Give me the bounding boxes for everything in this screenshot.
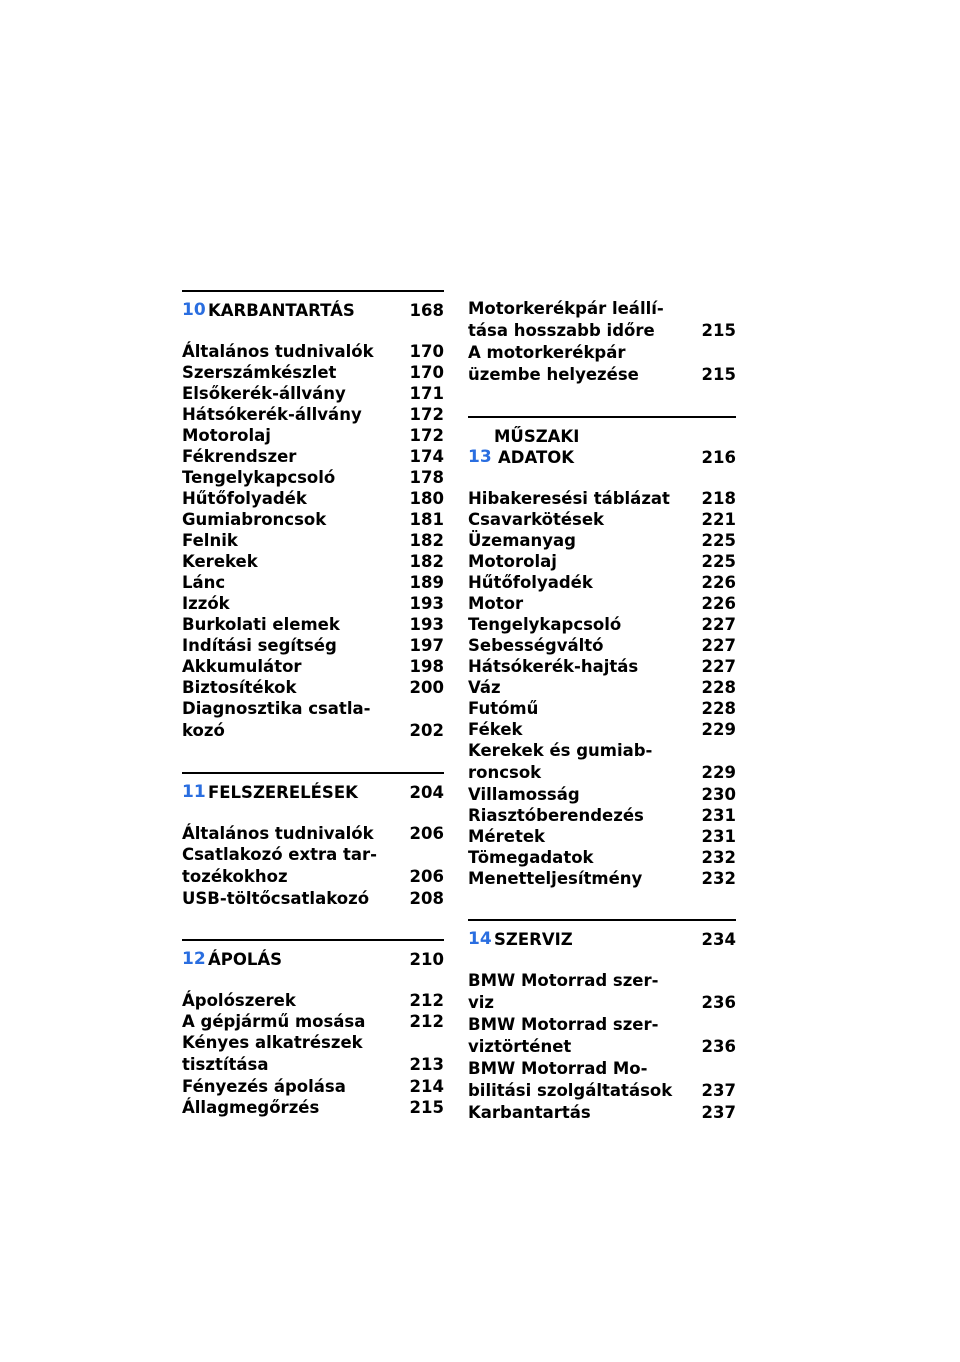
chapter-title-line: FELSZERELÉSEK bbox=[208, 783, 358, 802]
toc-entry-page: 231 bbox=[701, 827, 736, 846]
chapter-title-line: ADATOK bbox=[498, 448, 575, 467]
toc-entry-page: 237 bbox=[701, 1103, 736, 1122]
toc-entry-title-line: Kerekek bbox=[182, 552, 258, 571]
toc-entry-page: 193 bbox=[409, 594, 444, 613]
toc-entry bbox=[182, 698, 444, 742]
toc-entry-page: 228 bbox=[701, 699, 736, 718]
toc-entry-page: 212 bbox=[409, 991, 444, 1010]
toc-entry-title-line: kozó bbox=[182, 721, 225, 740]
toc-entry-list bbox=[182, 990, 444, 1118]
toc-entry-title bbox=[182, 635, 404, 656]
toc-entry-title bbox=[182, 1032, 404, 1076]
toc-entry bbox=[468, 656, 736, 677]
chapter-title-line: ÁPOLÁS bbox=[208, 950, 283, 969]
chapter-title bbox=[208, 782, 404, 803]
chapter-title bbox=[494, 426, 696, 468]
toc-entry-title bbox=[468, 342, 696, 386]
toc-entry-title-line: Hibakeresési táblázat bbox=[468, 489, 670, 508]
toc-entry-title bbox=[182, 823, 404, 844]
chapter-number: 11 bbox=[182, 782, 206, 802]
toc-entry-title bbox=[468, 509, 696, 530]
toc-entry-page: 198 bbox=[409, 657, 444, 676]
toc-entry-page: 214 bbox=[409, 1077, 444, 1096]
toc-entry bbox=[182, 404, 444, 425]
toc-entry-title bbox=[182, 551, 404, 572]
toc-column-left bbox=[182, 290, 444, 1118]
toc-entry-title-line: Általános tudnivalók bbox=[182, 342, 374, 361]
chapter-title-line: MŰSZAKI bbox=[494, 427, 580, 446]
toc-entry bbox=[468, 593, 736, 614]
toc-entry-page: 212 bbox=[409, 1012, 444, 1031]
toc-entry-title bbox=[182, 446, 404, 467]
toc-entry-page: 215 bbox=[701, 321, 736, 340]
toc-entry-title-line: Állagmegőrzés bbox=[182, 1098, 320, 1117]
toc-entry bbox=[182, 888, 444, 909]
toc-entry-page: 197 bbox=[409, 636, 444, 655]
chapter-page: 234 bbox=[701, 930, 736, 949]
toc-entry bbox=[468, 635, 736, 656]
toc-entry-title-line: A motorkerékpár bbox=[468, 343, 626, 362]
toc-entry bbox=[468, 614, 736, 635]
toc-entry-page: 237 bbox=[701, 1081, 736, 1100]
toc-entry-title bbox=[468, 677, 696, 698]
toc-entry-page: 229 bbox=[701, 720, 736, 739]
chapter-page: 204 bbox=[409, 783, 444, 802]
toc-section bbox=[182, 772, 444, 909]
toc-entry bbox=[468, 342, 736, 386]
toc-entry-title-line: Hűtőfolyadék bbox=[468, 573, 593, 592]
toc-entry-title-line: Csatlakozó extra tar- bbox=[182, 845, 378, 864]
toc-entry-page: 172 bbox=[409, 426, 444, 445]
toc-entry-title-line: Sebességváltó bbox=[468, 636, 604, 655]
toc-entry-title-line: BMW Motorrad szer- bbox=[468, 971, 659, 990]
toc-entry bbox=[468, 1102, 736, 1123]
toc-entry-title-line: Méretek bbox=[468, 827, 545, 846]
toc-entry bbox=[468, 298, 736, 342]
toc-entry bbox=[182, 509, 444, 530]
toc-entry-title bbox=[468, 868, 696, 889]
toc-entry bbox=[182, 614, 444, 635]
toc-entry-page: 206 bbox=[409, 867, 444, 886]
toc-entry-title-line: roncsok bbox=[468, 763, 542, 782]
toc-entry bbox=[468, 1014, 736, 1058]
toc-entry-title-line: Villamosság bbox=[468, 785, 580, 804]
toc-entry-title bbox=[182, 362, 404, 383]
toc-entry-title-line: Motorolaj bbox=[468, 552, 557, 571]
toc-entry-title-line: viz bbox=[468, 993, 495, 1012]
toc-entry-title-line: Motor bbox=[468, 594, 524, 613]
toc-entry bbox=[182, 362, 444, 383]
toc-entry-title-line: Futómű bbox=[468, 699, 539, 718]
toc-entry-title-line: Csavarkötések bbox=[468, 510, 605, 529]
toc-entry bbox=[182, 467, 444, 488]
toc-entry-title bbox=[468, 784, 696, 805]
toc-entry-title bbox=[468, 635, 696, 656]
toc-entry bbox=[182, 1097, 444, 1118]
toc-entry-title bbox=[468, 656, 696, 677]
toc-entry-title bbox=[182, 888, 404, 909]
toc-entry bbox=[468, 488, 736, 509]
toc-section bbox=[468, 416, 736, 889]
toc-entry bbox=[468, 970, 736, 1014]
toc-entry bbox=[182, 1032, 444, 1076]
toc-entry-title-line: Hátsókerék-állvány bbox=[182, 405, 362, 424]
toc-entry-title bbox=[182, 488, 404, 509]
toc-entry-page: 227 bbox=[701, 657, 736, 676]
toc-entry-title-line: Tengelykapcsoló bbox=[182, 468, 336, 487]
toc-entry-page: 171 bbox=[409, 384, 444, 403]
toc-entry bbox=[182, 341, 444, 362]
chapter-number: 13 bbox=[468, 447, 492, 467]
toc-entry-title-line: Hűtőfolyadék bbox=[182, 489, 307, 508]
toc-entry-page: 230 bbox=[701, 785, 736, 804]
toc-entry-page: 202 bbox=[409, 721, 444, 740]
toc-entry-page: 208 bbox=[409, 889, 444, 908]
toc-entry-title-line: Váz bbox=[468, 678, 501, 697]
toc-entry-list bbox=[182, 823, 444, 909]
toc-entry bbox=[468, 719, 736, 740]
toc-entry-title bbox=[182, 614, 404, 635]
toc-entry-page: 229 bbox=[701, 763, 736, 782]
toc-entry-title bbox=[468, 298, 696, 342]
toc-entry-title bbox=[182, 404, 404, 425]
toc-entry-page: 232 bbox=[701, 848, 736, 867]
chapter-page: 210 bbox=[409, 950, 444, 969]
toc-entry-page: 225 bbox=[701, 531, 736, 550]
toc-entry-title bbox=[182, 1076, 404, 1097]
toc-entry-page: 232 bbox=[701, 869, 736, 888]
toc-entry-title-line: Elsőkerék-állvány bbox=[182, 384, 346, 403]
toc-entry-title-line: Üzemanyag bbox=[468, 531, 576, 550]
toc-entry bbox=[182, 446, 444, 467]
toc-entry-title bbox=[468, 488, 696, 509]
toc-entry bbox=[468, 784, 736, 805]
toc-entry bbox=[468, 826, 736, 847]
toc-entry-list bbox=[468, 970, 736, 1123]
toc-entry bbox=[182, 677, 444, 698]
toc-entry bbox=[182, 635, 444, 656]
toc-entry bbox=[468, 551, 736, 572]
chapter-title-line: KARBANTARTÁS bbox=[208, 301, 355, 320]
toc-entry bbox=[182, 1011, 444, 1032]
toc-entry bbox=[468, 572, 736, 593]
toc-entry-page: 178 bbox=[409, 468, 444, 487]
toc-entry-page: 170 bbox=[409, 363, 444, 382]
toc-entry-title bbox=[468, 593, 696, 614]
toc-entry bbox=[468, 868, 736, 889]
toc-entry-title bbox=[182, 677, 404, 698]
toc-entry-title bbox=[182, 467, 404, 488]
chapter-title-line: SZERVIZ bbox=[494, 930, 573, 949]
toc-entry-title-line: Motorkerékpár leállí- bbox=[468, 299, 664, 318]
toc-entry-title bbox=[468, 847, 696, 868]
chapter-title bbox=[208, 300, 404, 321]
toc-entry-title bbox=[468, 572, 696, 593]
toc-entry-title-line: üzembe helyezése bbox=[468, 365, 639, 384]
toc-entry bbox=[182, 656, 444, 677]
toc-entry-title-line: Általános tudnivalók bbox=[182, 824, 374, 843]
toc-entry-title-line: A gépjármű mosása bbox=[182, 1012, 366, 1031]
toc-entry-title bbox=[182, 990, 404, 1011]
toc-column-right bbox=[468, 290, 736, 1123]
toc-entry-page: 226 bbox=[701, 573, 736, 592]
toc-entry-title bbox=[182, 698, 404, 742]
toc-section bbox=[182, 290, 444, 742]
chapter-page: 216 bbox=[701, 448, 736, 467]
toc-entry-title bbox=[182, 572, 404, 593]
toc-entry-title-line: Szerszámkészlet bbox=[182, 363, 337, 382]
toc-entry-page: 182 bbox=[409, 531, 444, 550]
toc-section-header bbox=[468, 929, 736, 950]
toc-entry-title-line: viztörténet bbox=[468, 1037, 572, 1056]
toc-entry bbox=[182, 551, 444, 572]
toc-entry-title bbox=[468, 698, 696, 719]
toc-section-header bbox=[182, 300, 444, 321]
toc-entry-title-line: Fényezés ápolása bbox=[182, 1077, 346, 1096]
chapter-number: 14 bbox=[468, 929, 492, 949]
chapter-number: 12 bbox=[182, 949, 206, 969]
toc-entry bbox=[182, 530, 444, 551]
toc-entry-title-line: Izzók bbox=[182, 594, 230, 613]
toc-entry-title bbox=[468, 719, 696, 740]
toc-entry bbox=[468, 530, 736, 551]
toc-entry-title bbox=[468, 551, 696, 572]
toc-entry-page: 236 bbox=[701, 993, 736, 1012]
toc-entry-page: 236 bbox=[701, 1037, 736, 1056]
toc-entry-title bbox=[468, 1102, 696, 1123]
toc-entry-title bbox=[468, 614, 696, 635]
toc-section-header bbox=[182, 949, 444, 970]
toc-section-header bbox=[182, 782, 444, 803]
toc-entry-title-line: Fékrendszer bbox=[182, 447, 297, 466]
chapter-title bbox=[494, 929, 696, 950]
toc-entry bbox=[182, 1076, 444, 1097]
toc-entry-title-line: BMW Motorrad szer- bbox=[468, 1015, 659, 1034]
toc-entry-list-continued bbox=[468, 298, 736, 386]
toc-entry-title-line: Kerekek és gumiab- bbox=[468, 741, 653, 760]
toc-entry-title-line: Lánc bbox=[182, 573, 226, 592]
toc-entry-title-line: tozékokhoz bbox=[182, 867, 288, 886]
toc-entry-list bbox=[182, 341, 444, 742]
toc-entry bbox=[468, 1058, 736, 1102]
toc-entry bbox=[182, 488, 444, 509]
toc-section-header bbox=[468, 426, 736, 468]
toc-section bbox=[468, 919, 736, 1123]
toc-entry-title-line: Felnik bbox=[182, 531, 238, 550]
toc-entry-title bbox=[468, 970, 696, 1014]
toc-entry bbox=[182, 990, 444, 1011]
toc-entry bbox=[182, 383, 444, 404]
toc-entry-page: 189 bbox=[409, 573, 444, 592]
toc-entry-page: 206 bbox=[409, 824, 444, 843]
toc-entry-title-line: USB-töltőcsatlakozó bbox=[182, 889, 370, 908]
toc-entry-title bbox=[182, 530, 404, 551]
chapter-page: 168 bbox=[409, 301, 444, 320]
toc-entry-title-line: Tömegadatok bbox=[468, 848, 594, 867]
toc-entry bbox=[468, 740, 736, 784]
toc-entry-title bbox=[468, 805, 696, 826]
toc-entry-title bbox=[182, 383, 404, 404]
toc-entry bbox=[468, 805, 736, 826]
toc-entry-title-line: Hátsókerék-hajtás bbox=[468, 657, 639, 676]
toc-entry bbox=[182, 593, 444, 614]
toc-entry-title bbox=[182, 509, 404, 530]
toc-entry-title-line: Indítási segítség bbox=[182, 636, 337, 655]
toc-entry-page: 225 bbox=[701, 552, 736, 571]
toc-entry-title-line: tása hosszabb időre bbox=[468, 321, 655, 340]
toc-entry-title-line: Riasztóberendezés bbox=[468, 806, 644, 825]
toc-entry-page: 231 bbox=[701, 806, 736, 825]
toc-entry bbox=[468, 698, 736, 719]
toc-entry-title bbox=[468, 1058, 696, 1102]
toc-entry-title bbox=[182, 1011, 404, 1032]
toc-entry-page: 228 bbox=[701, 678, 736, 697]
toc-entry-title bbox=[468, 530, 696, 551]
toc-entry-page: 193 bbox=[409, 615, 444, 634]
toc-entry-title-line: BMW Motorrad Mo- bbox=[468, 1059, 648, 1078]
toc-entry-page: 172 bbox=[409, 405, 444, 424]
toc-entry-title-line: Akkumulátor bbox=[182, 657, 302, 676]
toc-entry-title-line: Gumiabroncsok bbox=[182, 510, 327, 529]
toc-entry bbox=[468, 847, 736, 868]
toc-entry-page: 221 bbox=[701, 510, 736, 529]
toc-entry-title-line: Burkolati elemek bbox=[182, 615, 340, 634]
toc-entry-title bbox=[468, 1014, 696, 1058]
toc-entry-title-line: Fékek bbox=[468, 720, 523, 739]
toc-entry-title-line: Menetteljesítmény bbox=[468, 869, 643, 888]
chapter-title bbox=[208, 949, 404, 970]
toc-entry-page: 227 bbox=[701, 615, 736, 634]
toc-entry-title-line: Kényes alkatrészek bbox=[182, 1033, 363, 1052]
toc-entry-page: 180 bbox=[409, 489, 444, 508]
chapter-number: 10 bbox=[182, 300, 206, 320]
toc-entry bbox=[182, 823, 444, 844]
toc-entry-title-line: Diagnosztika csatla- bbox=[182, 699, 371, 718]
toc-section bbox=[182, 939, 444, 1118]
toc-entry bbox=[182, 425, 444, 446]
toc-entry-title-line: Tengelykapcsoló bbox=[468, 615, 622, 634]
toc-entry-title bbox=[468, 740, 696, 784]
toc-entry-page: 215 bbox=[701, 365, 736, 384]
toc-entry-page: 170 bbox=[409, 342, 444, 361]
toc-entry-page: 200 bbox=[409, 678, 444, 697]
toc-entry-title bbox=[182, 656, 404, 677]
toc-entry-title-line: Ápolószerek bbox=[182, 991, 296, 1010]
toc-entry-title bbox=[182, 425, 404, 446]
toc-entry-page: 181 bbox=[409, 510, 444, 529]
toc-entry-title bbox=[182, 341, 404, 362]
toc-entry-page: 218 bbox=[701, 489, 736, 508]
toc-entry-title bbox=[468, 826, 696, 847]
toc-entry-title-line: bilitási szolgáltatások bbox=[468, 1081, 673, 1100]
toc-entry-page: 226 bbox=[701, 594, 736, 613]
toc-entry-page: 215 bbox=[409, 1098, 444, 1117]
toc-entry-title-line: Biztosítékok bbox=[182, 678, 297, 697]
toc-entry-title-line: Motorolaj bbox=[182, 426, 271, 445]
toc-entry bbox=[468, 509, 736, 530]
toc-entry-title bbox=[182, 844, 404, 888]
toc-entry-title bbox=[182, 593, 404, 614]
toc-entry-page: 174 bbox=[409, 447, 444, 466]
toc-entry bbox=[182, 572, 444, 593]
toc-entry-page: 213 bbox=[409, 1055, 444, 1074]
toc-entry-title-line: Karbantartás bbox=[468, 1103, 591, 1122]
toc-entry-title-line: tisztítása bbox=[182, 1055, 269, 1074]
toc-entry bbox=[182, 844, 444, 888]
toc-entry-title bbox=[182, 1097, 404, 1118]
toc-entry bbox=[468, 677, 736, 698]
toc-entry-page: 182 bbox=[409, 552, 444, 571]
toc-entry-list bbox=[468, 488, 736, 889]
toc-entry-page: 227 bbox=[701, 636, 736, 655]
